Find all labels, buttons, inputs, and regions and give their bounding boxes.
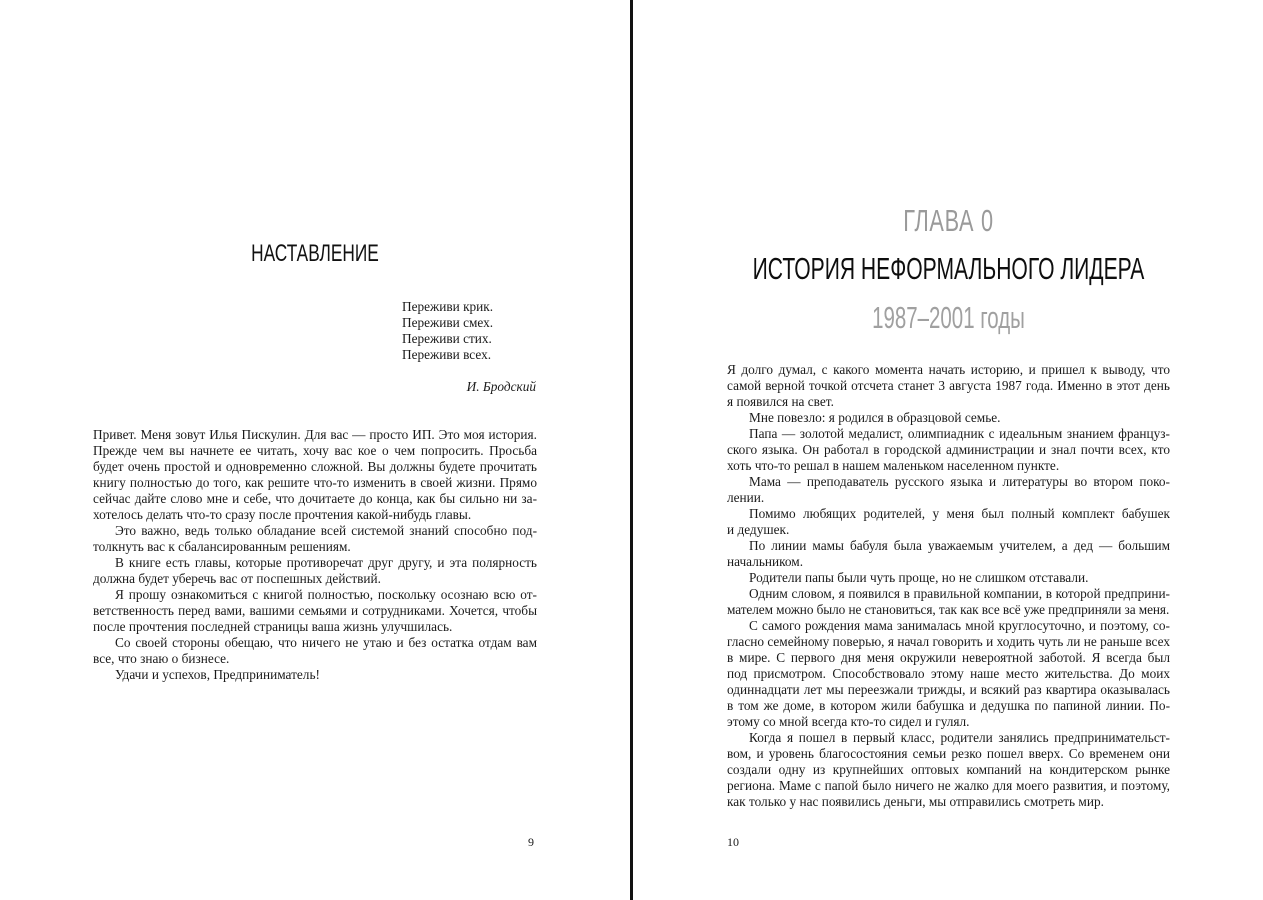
text-line: С самого рождения мама занималась мной круглосуточно, и поэтому, со- — [749, 618, 1170, 633]
text-line: и дедушек. — [727, 522, 790, 537]
text-line: после прочтения последней страницы ваша жизнь улучшилась. — [93, 619, 453, 634]
body-text — [727, 362, 1170, 810]
page-number: 9 — [528, 835, 534, 849]
text-line: начальником. — [727, 554, 804, 569]
text-line: должна будет уберечь вас от поспешных действий. — [93, 571, 381, 586]
text-line: Родители папы были чуть проще, но не слишком отставали. — [749, 570, 1089, 585]
text-line: хотелось делать что-то сразу после прочтения какой-нибудь главы. — [93, 507, 472, 522]
text-line: Помимо любящих родителей, у меня был полный комплект бабушек — [749, 506, 1170, 521]
text-line: Папа — золотой медалист, олимпиадник с идеальным знанием француз- — [749, 426, 1170, 441]
text-line: книгу полностью до того, как решите что-то изменить в своей жизни. Прямо — [93, 475, 537, 490]
text-line: региона. Маме с папой было ничего не жалко для моего развития, и поэтому, — [727, 778, 1170, 793]
epigraph-author: И. Бродский — [466, 379, 536, 394]
text-line: В книге есть главы, которые противоречат друг другу, и эта полярность — [115, 555, 537, 570]
text-line: в мире. С первого дня меня окружили невероятной заботой. Я всегда был — [727, 650, 1170, 665]
text-line: Привет. Меня зовут Илья Пискулин. Для вас — просто ИП. Это моя история. — [93, 427, 537, 442]
text-line: сейчас дайте слово мне и себе, что дочитаете до конца, как бы сильно ни за- — [93, 491, 537, 506]
epigraph-line: Переживи всех. — [402, 347, 492, 362]
text-line: ветственность перед вами, вашими семьями и сотрудниками. Хочется, чтобы — [93, 603, 537, 618]
text-line: в том же доме, в котором жили бабушка и дедушка по папиной линии. По- — [727, 698, 1170, 713]
chapter-title: ИСТОРИЯ НЕФОРМАЛЬНОГО ЛИДЕРА — [752, 251, 1145, 286]
text-line: Я долго думал, с какого момента начать историю, и пришел к выводу, что — [727, 362, 1170, 377]
text-line: самой верной точкой отсчета станет 3 августа 1987 года. Именно в этот день — [727, 378, 1170, 393]
text-line: Одним словом, я появился в правильной компании, в которой предприни- — [749, 586, 1170, 601]
text-line: как только у нас появились деньги, мы отправились смотреть мир. — [727, 794, 1104, 809]
left-page — [0, 0, 630, 900]
page-number: 10 — [727, 835, 739, 849]
text-line: По линии мамы бабуля была уважаемым учителем, а дед — большим — [749, 538, 1170, 553]
text-line: Я прошу ознакомиться с книгой полностью, поскольку осознаю всю от- — [115, 587, 537, 602]
text-line: все, что знаю о бизнесе. — [93, 651, 230, 666]
text-line: хоть что-то решал в нашем маленьком населенном пункте. — [727, 458, 1060, 473]
text-line: Со своей стороны обещаю, что ничего не утаю и без остатка отдам вам — [115, 635, 537, 650]
epigraph — [276, 299, 536, 395]
text-line: одиннадцати лет мы переезжали трижды, и всякий раз квартира оказывалась — [727, 682, 1170, 697]
text-line: я появился на свет. — [727, 394, 834, 409]
text-line: гласно семейному поверью, я начал говорить и ходить чуть ли не раньше всех — [727, 634, 1170, 649]
epigraph-line: Переживи смех. — [402, 315, 494, 330]
text-line: под присмотром. Способствовало этому наше место жительства. До моих — [727, 666, 1170, 681]
text-line: Мне повезло: я родился в образцовой семье. — [749, 410, 1001, 425]
text-line: Это важно, ведь только обладание всей системой знаний способно под- — [115, 523, 537, 538]
text-line: толкнуть вас к сбалансированным решениям. — [93, 539, 351, 554]
right-page — [634, 0, 1263, 900]
text-line: лении. — [727, 490, 765, 505]
epigraph-line: Переживи крик. — [402, 299, 494, 314]
chapter-years: 1987–2001 годы — [872, 300, 1025, 335]
book-spine — [630, 0, 633, 900]
page-title: НАСТАВЛЕНИЕ — [251, 240, 379, 267]
text-line: Когда я пошел в первый класс, родители занялись предпринимательст- — [749, 730, 1170, 745]
text-line: ского языка. Он работал в городской администрации и знал почти всех, кто — [727, 442, 1170, 457]
text-line: Мама — преподаватель русского языка и литературы во втором поко- — [749, 474, 1170, 489]
text-line: Прежде чем вы начнете ее читать, хочу вас кое о чем попросить. Просьба — [93, 443, 537, 458]
body-text — [93, 427, 537, 683]
epigraph-line: Переживи стих. — [402, 331, 492, 346]
text-line: вом, и уровень благосостояния семьи резко пошел вверх. Со временем они — [727, 746, 1170, 761]
text-line: Удачи и успехов, Предприниматель! — [115, 667, 320, 682]
text-line: мателем можно было не становиться, так как все всё уже предприняли за меня. — [727, 602, 1170, 617]
text-line: будет очень простой и одновременно сложной. Вы должны будете прочитать — [93, 459, 537, 474]
text-line: создали одну из крупнейших оптовых компаний на кондитерском рынке — [727, 762, 1170, 777]
chapter-label: ГЛАВА 0 — [903, 203, 994, 238]
text-line: этому со мной всегда кто-то сидел и гулял. — [727, 714, 970, 729]
